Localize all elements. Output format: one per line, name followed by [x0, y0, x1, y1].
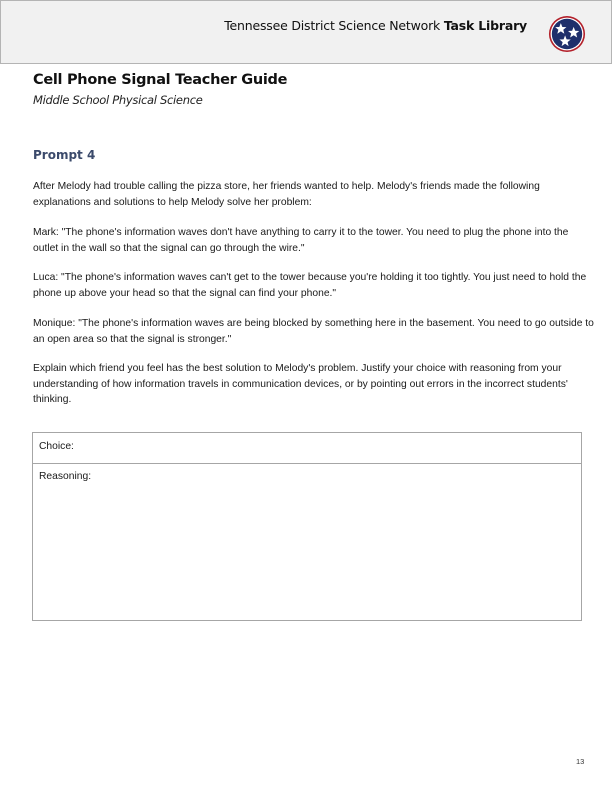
choice-field[interactable] — [33, 433, 581, 464]
header-title — [224, 18, 527, 33]
reasoning-field[interactable] — [33, 463, 581, 620]
response-box — [32, 432, 582, 621]
header-title-regular: Tennessee District Science Network — [224, 18, 444, 33]
monique-explanation: Monique: "The phone's information waves are being blocked by something here in the basement. You need to go outside to an open area so that the signal is stronger." — [33, 318, 594, 345]
header-band — [0, 0, 612, 64]
prompt-heading: Prompt 4 — [33, 148, 96, 162]
tennessee-tristar-logo-icon — [548, 15, 586, 53]
mark-explanation: Mark: "The phone's information waves don't have anything to carry it to the tower. You need to plug the phone into the outlet in the wall so that the signal can go through the wire." — [33, 227, 569, 254]
luca-explanation: Luca: "The phone's information waves can't get to the tower because you're holding it too tightly. You just need to hold the phone up above your head so that the signal can find your phone." — [33, 272, 587, 299]
reasoning-label: Reasoning: — [39, 471, 92, 482]
document-title: Cell Phone Signal Teacher Guide — [33, 72, 288, 88]
choice-label: Choice: — [39, 441, 74, 452]
intro-paragraph: After Melody had trouble calling the pizza store, her friends wanted to help. Melody's friends made the following explanations and solutions to help Melody solve her problem: — [33, 181, 540, 208]
page-number: 13 — [576, 757, 585, 766]
document-subtitle: Middle School Physical Science — [33, 93, 203, 107]
task-instructions: Explain which friend you feel has the best solution to Melody's problem. Justify your choice with reasoning from your understanding of how information travels in communication devices, or by pointing out errors in the incorrect students' thinking. — [33, 363, 568, 405]
header-title-bold: Task Library — [443, 18, 527, 33]
